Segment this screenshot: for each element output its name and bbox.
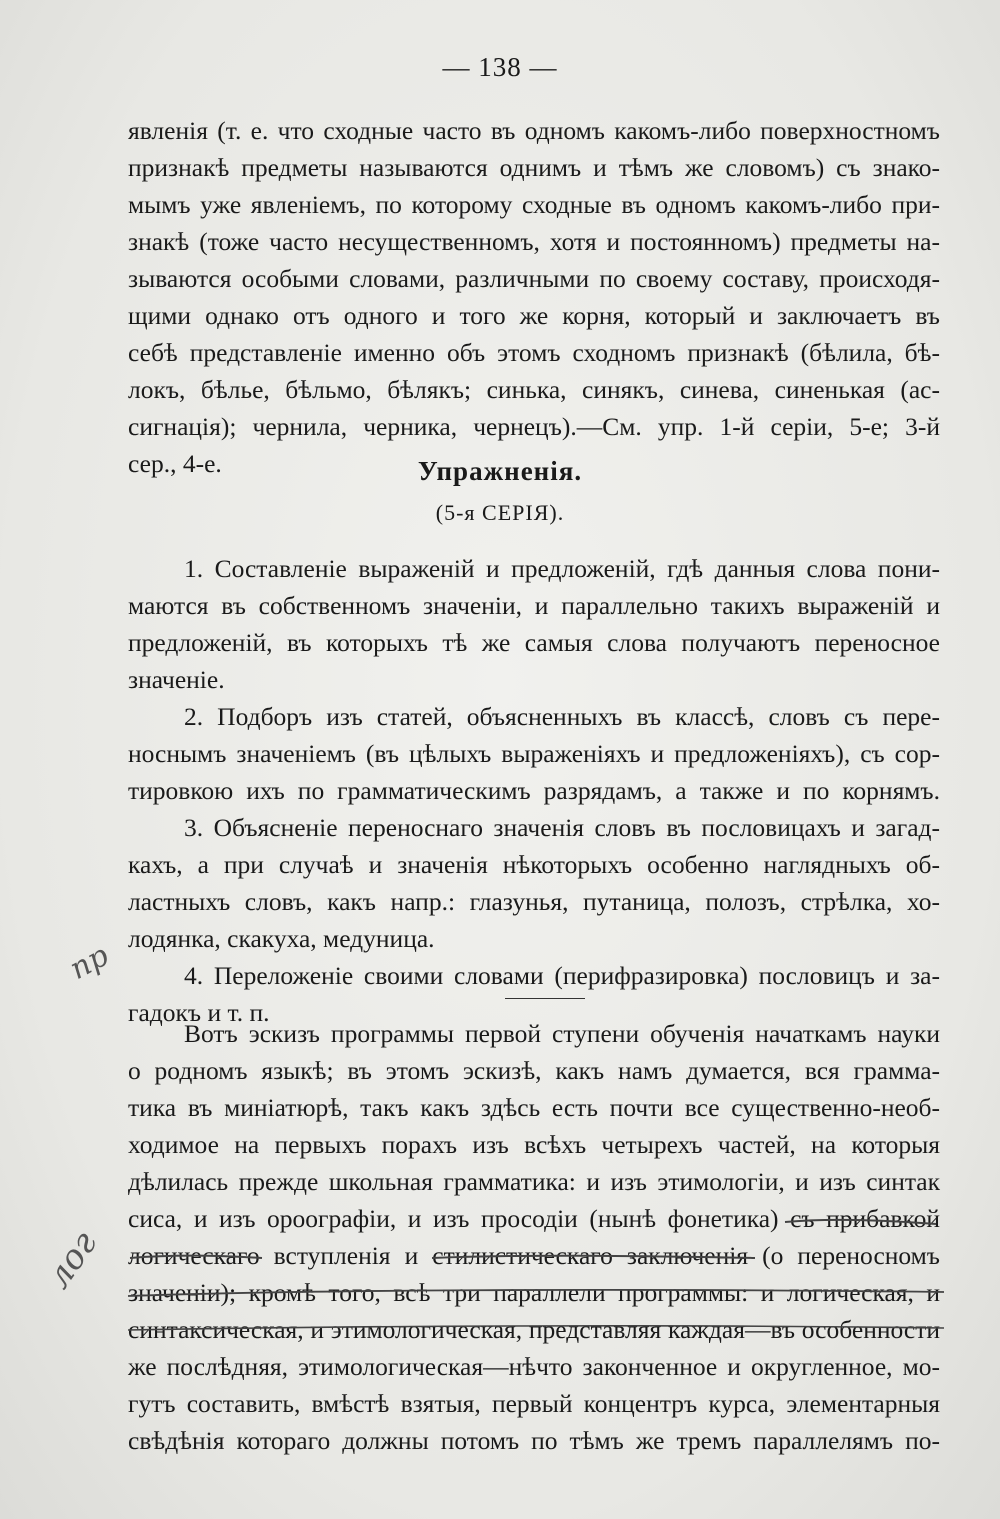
paragraph-line: значеніи); кромѣ того, всѣ три параллели программы: и логическая, и <box>128 1278 940 1307</box>
exercises-subheading: (5-я СЕРІЯ). <box>435 500 565 525</box>
paragraph-line: свѣдѣнія котораго должны потомъ по тѣмъ же тремъ параллелямъ по- <box>128 1426 940 1455</box>
paragraph-line: сер., 4-е. <box>128 449 222 478</box>
paragraph-line: локъ, бѣлье, бѣльмо, бѣлякъ; синька, синякъ, синева, синенькая (ас- <box>128 375 940 404</box>
paragraph-line: же послѣдняя, этимологическая—нѣчто законченное и округленное, мо- <box>128 1352 940 1381</box>
paragraph-line: синтаксическая, и этимологическая, представляя каждая—въ особенности <box>128 1315 940 1344</box>
paragraph-line: мымъ уже явленіемъ, по которому сходные въ одномъ какомъ-либо при- <box>128 190 940 219</box>
paragraph-line: сиса, и изъ ороографіи, и изъ просодіи (нынѣ фонетика) съ прибавкой <box>128 1204 940 1233</box>
paragraph-line: сигнація); чернила, черника, чернецъ).—См. упр. 1-й серіи, 5-е; 3-й <box>128 412 940 441</box>
exercise-line: 1. Составленіе выраженій и предложеній, гдѣ данныя слова пони- <box>184 554 940 583</box>
exercise-line: предложеній, въ которыхъ тѣ же самыя слова получаютъ переносное <box>128 628 940 657</box>
paragraph-line: о родномъ языкѣ; въ этомъ эскизѣ, какъ намъ думается, вся грамма- <box>128 1056 940 1085</box>
paragraph-line: щими однако отъ одного и того же корня, который и заключаетъ въ <box>128 301 940 330</box>
exercise-line: маются въ собственномъ значеніи, и параллельно такихъ выраженій и <box>128 591 940 620</box>
handwritten-margin-note: лог <box>38 1224 106 1296</box>
exercise-line: тировкою ихъ по грамматическимъ разрядамъ, а также и по корнямъ. <box>128 776 940 805</box>
closing-paragraph <box>128 1015 940 1459</box>
exercise-line: лодянка, скакуха, медуница. <box>128 924 435 953</box>
paragraph-line: себѣ представленіе именно объ этомъ сходномъ признакѣ (бѣлила, бѣ- <box>128 338 940 367</box>
page-number: — 138 — <box>442 52 558 82</box>
exercise-line: кахъ, а при случаѣ и значенія нѣкоторыхъ особенно наглядныхъ об- <box>128 850 940 879</box>
exercise-line: ластныхъ словъ, какъ напр.: глазунья, путаница, полозъ, стрѣлка, хо- <box>128 887 940 916</box>
exercise-line: гадокъ и т. п. <box>128 998 270 1027</box>
exercise-line: значеніе. <box>128 665 225 694</box>
paragraph-line: знакѣ (тоже часто несущественномъ, хотя и постоянномъ) предметы на- <box>128 227 940 256</box>
paragraph-line: дѣлилась прежде школьная грамматика: и изъ этимологіи, и изъ синтак <box>128 1167 940 1196</box>
handwritten-margin-note: пр <box>64 938 115 987</box>
paragraph-line: явленія (т. е. что сходные часто въ одномъ какомъ-либо поверхностномъ <box>128 116 940 145</box>
top-paragraph <box>128 112 940 482</box>
exercise-line: 2. Подборъ изъ статей, объясненныхъ въ классѣ, словъ съ пере- <box>184 702 940 731</box>
paragraph-line: тика въ миніатюрѣ, такъ какъ здѣсь есть почти все существенно-необ- <box>128 1093 940 1122</box>
exercise-line: 3. Объясненіе переноснаго значенія словъ въ пословицахъ и загад- <box>184 813 940 842</box>
paragraph-line: логическаго вступленія и стилистическаго заключенія (о переносномъ <box>128 1241 940 1270</box>
exercise-line: 4. Переложеніе своими словами (перифразировка) пословицъ и за- <box>184 961 940 990</box>
paragraph-line: признакѣ предметы называются однимъ и тѣмъ же словомъ) съ знако- <box>128 153 940 182</box>
exercise-line: носнымъ значеніемъ (въ цѣлыхъ выраженіяхъ и предложеніяхъ), съ сор- <box>128 739 940 768</box>
paragraph-line: гутъ составить, вмѣстѣ взятыя, первый концентръ курса, элементарныя <box>128 1389 940 1418</box>
paragraph-line: ходимое на первыхъ порахъ изъ всѣхъ четырехъ частей, на которыя <box>128 1130 940 1159</box>
paragraph-line: зываются особыми словами, различными по своему составу, происходя- <box>128 264 940 293</box>
paragraph-line: Вотъ эскизъ программы первой ступени обученія начаткамъ науки <box>184 1019 940 1048</box>
section-divider <box>505 998 585 999</box>
exercises-list <box>128 550 940 1031</box>
exercises-heading: Упражненія. <box>417 456 583 486</box>
